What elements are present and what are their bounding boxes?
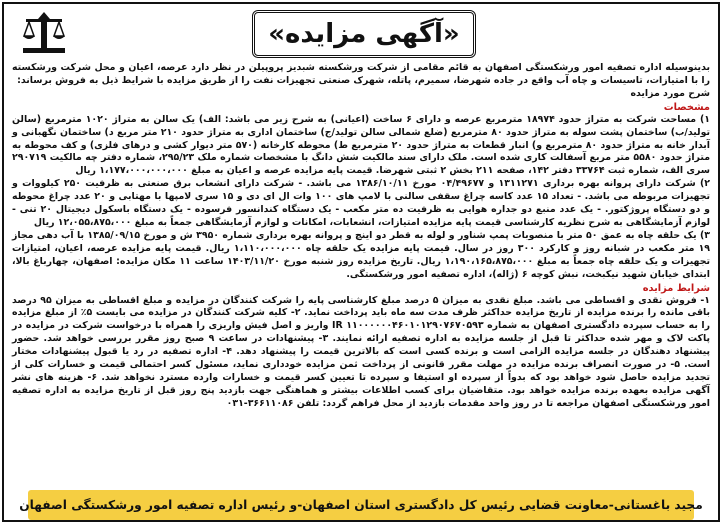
signature-text: مجید باغستانی-معاونت قضایی رئیس کل دادگستری استان اصفهان-و رئیس اداره تصفیه امور ورشکستگی اصفهان: [19, 498, 703, 512]
judiciary-emblem-icon: [20, 10, 68, 56]
section-heading-conditions: شرایط مزایده: [642, 282, 710, 294]
item-1: ۱) مساحت شرکت به متراژ حدود ۱۸۹۷۴ مترمربع عرصه و دارای ۶ ساخت (اعیانی) به شرح زیر می باشد: الف) یک سالن به متراژ ۱۰۲۰ مترمربع (سالن تولید/ب) ساختمان پشت سوله به متراژ حدود ۸۰ مترمربع (ضلع شمالی سالن تولید/ج) ساختمان اداری به متراژ حدود ۲۱۰ متر مربع د) ساختمان نگهبانی و آبدار خانه به متراژ حدود ۸۰ مترمربع و) انبار قطعات به متراژ حدود ۲۰ مترمربع ط) محوطه کارخانه (۵۷۰ متر دیوار کشی و درهای فلزی) و کف محوطه به متراژ حدود ۵۵۸۰ متر مربع آسفالت کاری شده است. ملک دارای سند مالکیت شش دانگ با مشخصات شماره ملک ۲۹۵/۲۳، شماره دفتر چه مالکیت ۲۹۰۷۱۹ سری الف، شماره ثبت ۳۳۷۶۴ دفتر ۱۴۲، صفحه ۲۱۱ بخش ۲ ثبتی شهرضا. قیمت پایه مزایده عرصه و اعیان به مبلغ ۱،۱۷۷،۰۰۰،۰۰۰،۰۰۰ ریال: [12, 113, 711, 177]
notice-frame: [2, 2, 720, 522]
signature-band: [19, 490, 703, 520]
notice-body: [12, 62, 710, 411]
item-2: ۲) شرکت دارای پروانه بهره برداری ۱۳۱۱۲۷۱ و ۰۴/۴۹۶۷۷ مورخ ۱۳۸۶/۱۰/۱۱ می باشد. - شرکت دارای انشعاب برق صنعتی به ظرفیت ۲۵۰ کیلووات و تجهیزات مربوطه می باشد. - تعداد ۱۵ عدد کاسه چراغ سقفی سالنی با لامپ های ۱۰۰ وات ال ای دی و ۱۵ سری لامپها با مهتابی و ۲۰ عدد چراغ محوطه و دو دستگاه پروژکتور. - یک عدد منبع دو جداره هوایی به ظرفیت ده متر مکعب - یک دستگاه کندانسور فرسوده - یک دستگاه باسکول دیجیتال ۲۰ تنی - لوازم آزمایشگاهی به شرح نظریه کارشناسی قیمت پایه مزایده امتیازات، انشعابات، امکانات و لوازم آزمایشگاهی جمعاً به مبلغ ۱۲،۰۵۵،۸۷۵،۰۰۰ ریال: [12, 178, 710, 228]
notice-header: [4, 4, 718, 62]
subtitle: شرح مورد مزایده: [630, 87, 710, 99]
title-box: [252, 10, 476, 58]
notice-title: «آگهی مزایده»: [268, 19, 460, 49]
conditions-paragraph: ۱- فروش نقدی و اقساطی می باشد. مبلغ نقدی به میزان ۵ درصد مبلغ کارشناسی پایه را شرکت کنندگان در مزایده و مبلغ اقساطی به میزان ۹۵ درصد باقی مانده را برنده مزایده از تاریخ مزایده حداکثر ظرف مدت سه ماه باید پرداخت نماید. ۲- کلیه شرکت کنندگان در مزایده می بایست ۵٪ از مبلغ مزایده را به حساب سپرده دادگستری اصفهان به شماره ۱۱۰۰۰۰۰۰۴۶۰۱۰۱۲۹۰۷۶۷۰۵۹۳ IR واریز و اصل فیش واریزی را همراه با درخواست شرکت در مزایده در پاکت لاک و مهر شده حداکثر تا قبل از جلسه مزایده به اداره تصفیه ارائه نمایند. ۳- پیشنهادات در ساعت ۹ صبح روز مقرر بررسی خواهد شد. حضور پیشنهاد دهندگان در جلسه مزایده الزامی است و برنده کسی است که بالاترین قیمت را پیشنهاد دهد. ۴- اداره تصفیه در رد یا قبول پیشنهادات مختار است. ۵- در صورت انصراف برنده مزایده در مهلت مقرر قانونی از پرداخت ثمن مزایده خودداری نماید، مسئول کسر احتمالی قیمت و خسارات کلی از تجدید مزایده حاصل شود خواهد بود که بدواً از سپرده او استیفا و سپرده تا تعیین کسر قیمت و خسارات وارده مسترد نخواهد شد. ۶- هزینه های نشر آگهی مزایده بعهده برنده مزایده خواهد بود. متقاضیان برای کسب اطلاعات بیشتر و هماهنگی جهت بازدید پنج روز قبل از تاریخ مزایده به اداره تصفیه امور ورشکستگی اصفهان مراجعه تا در روز واحد مقدمات بازدید از محل فراهم گردد: تلفن ۳۶۶۱۱۰۸۶-۰۳۱: [12, 294, 711, 409]
item-3: ۳) یک حلقه چاه به عمق ۵۰ متر با منصوبات پمپ شناور و لوله به قطر دو اینچ و پروانه بهره برداری شماره ۳۹۵۰ ش و مورخ ۱۳۸۵/۰۹/۱۵ با آب دهی مجاز ۱۹ متر مکعب در شبانه روز و کارکرد ۳۰۰ روز در سال. قیمت پایه مزایده یک حلقه چاه ۱،۱۱۰،۰۰۰،۰۰۰ ریال. قیمت پایه مزایده عرصه، اعیان، امتیازات تجهیزات و یک حلقه چاه جمعاً به مبلغ ۱،۱۹۰،۱۶۵،۸۷۵،۰۰۰ ریال. تاریخ مزایده روز شنبه مورخ ۱۴۰۳/۱۱/۲۰ ساعت ۱۱ مکان مزایده: اصفهان، چهارباغ بالا، ابتدای خیابان شهید نیکبخت، نبش کوچه ۶ (ژاله)، اداره تصفیه امور ورشکستگی.: [12, 229, 711, 280]
intro-paragraph: بدینوسیله اداره تصفیه امور ورشکستگی اصفهان به قائم مقامی از شرکت ورشکسته شبدیز پروپیلن در نظر دارد عرصه، اعیان و محل شرکت ورشکسته را با امتیازات، تاسیسات و چاه آب واقع در جاده شهرضا، سمیرم، پاتله، شهرک صنعتی تجهیزات نفت را از طریق مزایده با شرایط ذیل به فروش برساند:: [12, 62, 710, 86]
section-heading-specs: مشخصات: [663, 101, 710, 113]
